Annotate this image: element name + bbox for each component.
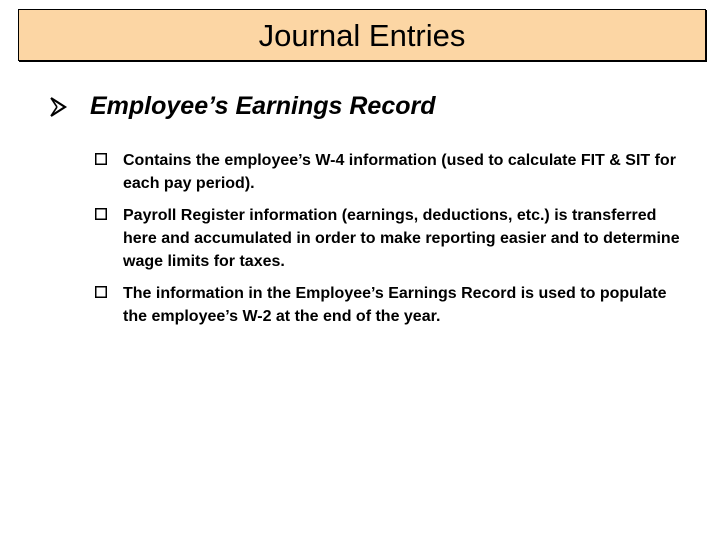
arrow-bullet-icon xyxy=(48,96,70,118)
title-banner xyxy=(18,9,706,61)
square-bullet-icon xyxy=(95,208,107,220)
main-point xyxy=(48,94,436,119)
page-title: Journal Entries xyxy=(258,17,466,53)
bullet-text: Contains the employee’s W-4 information (used to calculate FIT & SIT for each pay period). xyxy=(123,152,676,192)
bullet-text: Payroll Register information (earnings, deductions, etc.) is transferred here and accumulated in order to make reporting easier and to determine wage limits for taxes. xyxy=(123,207,680,270)
square-bullet-icon xyxy=(95,286,107,298)
bullet-item xyxy=(95,282,683,328)
square-bullet-icon xyxy=(95,153,107,165)
bullet-text: The information in the Employee’s Earnings Record is used to populate the employee’s W-2 at the end of the year. xyxy=(123,285,667,325)
main-point-text: Employee’s Earnings Record xyxy=(90,92,436,120)
bullet-item xyxy=(95,149,683,195)
bullet-item xyxy=(95,204,683,273)
